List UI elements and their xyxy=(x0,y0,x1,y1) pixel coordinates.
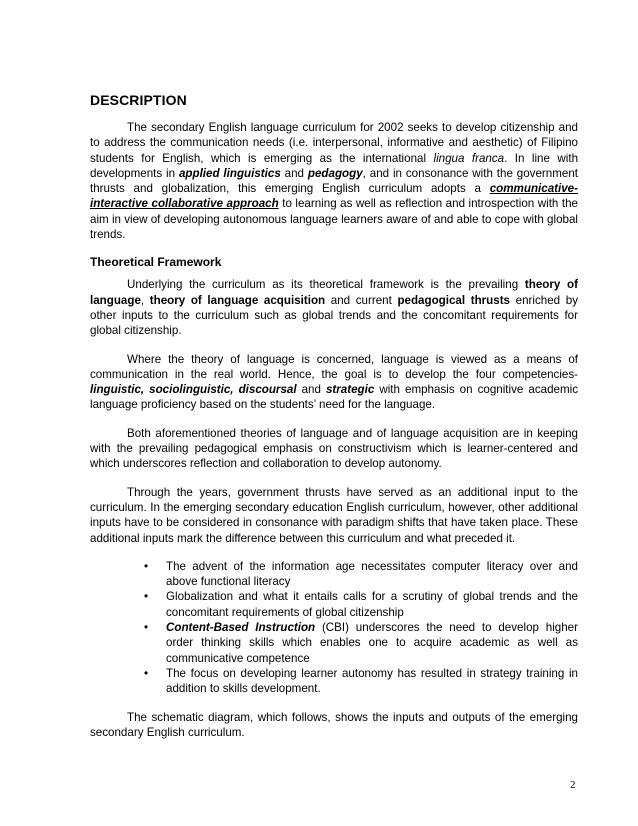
page-content xyxy=(90,92,578,753)
p3-strategic: strategic xyxy=(325,383,375,397)
subheading-theoretical-framework: Theoretical Framework xyxy=(90,255,222,270)
p3-text-a: Where the theory of language is concerned, language is viewed as a means of communication in the real world. Hence, the goal is to develop the four competencies- xyxy=(90,352,578,381)
p2-theory-of-acquisition: theory of language acquisition xyxy=(149,293,326,307)
bullet-icon: • xyxy=(144,666,149,680)
p2-text-g: enriched by other inputs to the curriculum such as global trends and the concomitant requirements for global citizenship. xyxy=(90,293,578,338)
p2-text-e: and current xyxy=(325,293,398,307)
p3-competencies: linguistic, sociolinguistic, discoursal xyxy=(90,383,297,397)
language-paragraph xyxy=(90,352,578,413)
bullet-item xyxy=(144,559,578,590)
p2-text-a: Underlying the curriculum as its theoretical framework is the prevailing xyxy=(127,278,525,292)
p3-text-e: with emphasis on cognitive academic language proficiency based on the students’ need for the language. xyxy=(90,383,578,412)
theories-paragraph: Both aforementioned theories of language and of language acquisition are in keeping with the prevailing pedagogical emphasis on constructivism which is learner-centered and which underscores reflection and collaboration to develop autonomy. xyxy=(90,426,578,471)
p3-text-c: and xyxy=(296,383,326,397)
bullet-text: The focus on developing learner autonomy has resulted in strategy training in addition to skills development. xyxy=(166,666,578,696)
p1-approach: communicative-interactive collaborative approach xyxy=(90,182,578,211)
bullet-icon: • xyxy=(144,590,149,604)
section-heading: DESCRIPTION xyxy=(90,92,187,108)
description-paragraph xyxy=(90,120,578,242)
p1-pedagogy: pedagogy xyxy=(307,166,363,180)
bullet-item xyxy=(144,620,578,666)
p2-text-c: , xyxy=(140,293,150,307)
p1-text-g: , and in consonance with the government thrusts and globalization, this emerging English curriculum adopts a xyxy=(90,166,579,196)
inputs-bullet-list xyxy=(90,559,578,697)
p1-text-i: to learning as well as reflection and introspection with the aim in view of developing autonomous language learners aware of and able to cope with global trends. xyxy=(90,197,578,242)
bullet-item xyxy=(144,589,578,620)
bullet-cbi-term: Content-Based Instruction xyxy=(166,621,316,635)
bullet-icon: • xyxy=(144,559,149,573)
framework-paragraph xyxy=(90,277,578,338)
bullet-text: Globalization and what it entails calls for a scrutiny of global trends and the concomitant requirements of global citizenship xyxy=(166,590,578,619)
p2-theory-of-language: theory of language xyxy=(90,278,578,307)
bullet-text: The advent of the information age necessitates computer literacy over and above functional literacy xyxy=(166,559,578,589)
p1-applied-linguistics: applied linguistics xyxy=(178,166,281,180)
p2-pedagogical-thrusts: pedagogical thrusts xyxy=(397,293,511,307)
p1-text-c: . In line with developments in xyxy=(90,151,579,180)
p1-text-a: The secondary English language curriculum for 2002 seeks to develop citizenship and to address the communication needs (i.e. interpersonal, informative and aesthetic) of Filipino students for English, which is emerging as the international xyxy=(90,121,578,165)
p1-lingua-franca: lingua franca xyxy=(433,151,505,165)
bullet-icon: • xyxy=(144,621,149,635)
diagram-intro-paragraph: The schematic diagram, which follows, shows the inputs and outputs of the emerging secondary English curriculum. xyxy=(90,710,578,739)
page-number: 2 xyxy=(570,779,576,791)
bullet-text: (CBI) underscores the need to develop higher order thinking skills which enables one to acquire academic as well as communicative competence xyxy=(166,621,578,665)
p1-text-e: and xyxy=(280,166,308,180)
bullet-item xyxy=(144,666,578,697)
thrusts-paragraph: Through the years, government thrusts have served as an additional input to the curriculum. In the emerging secondary education English curriculum, however, other additional inputs have to be considered in consonance with paradigm shifts that have taken place. These additional inputs mark the difference between this curriculum and what preceded it. xyxy=(90,485,578,545)
